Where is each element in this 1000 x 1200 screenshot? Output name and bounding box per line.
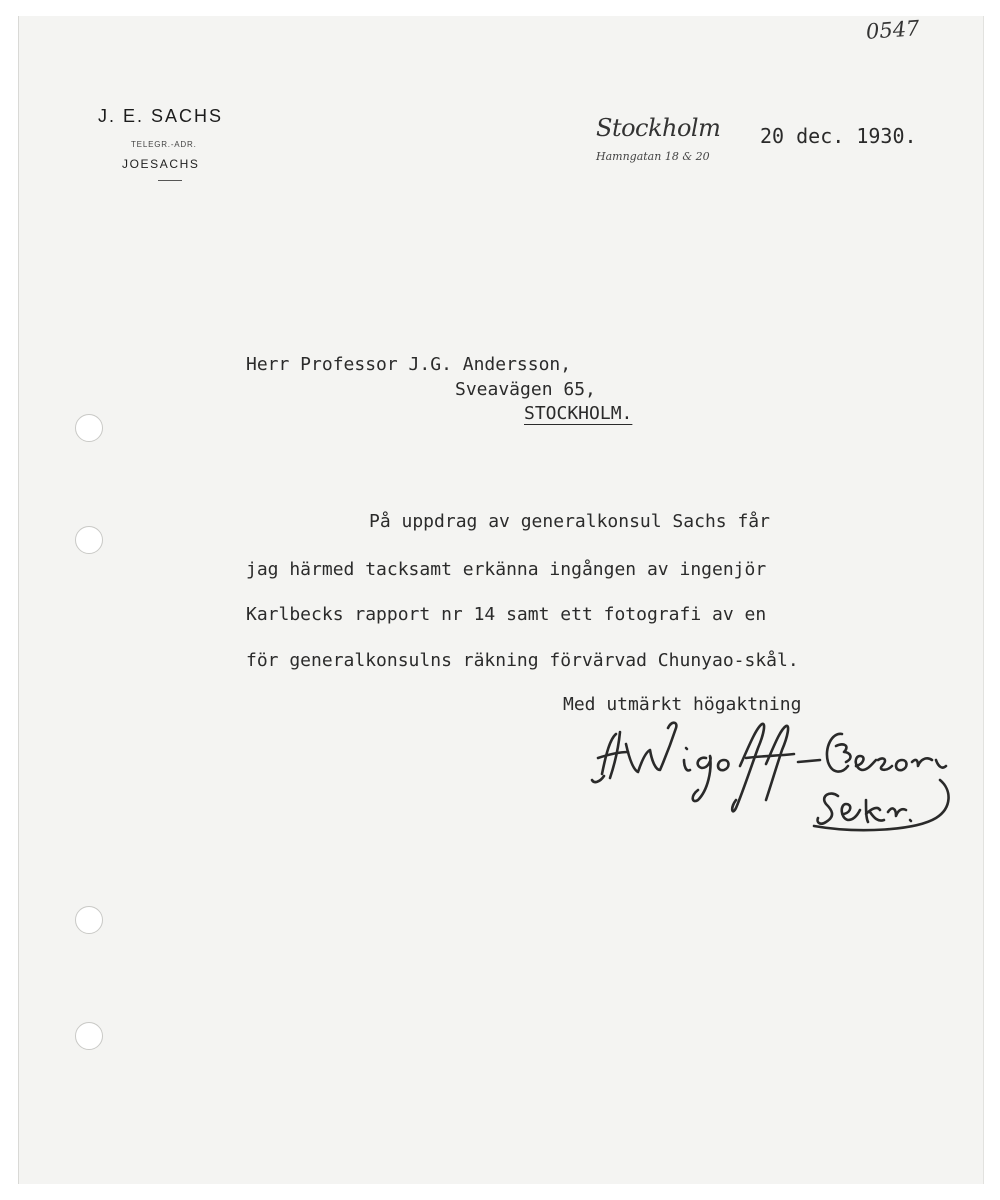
place-street: Hamngatan 18 & 20 [596,150,710,163]
recipient-line-3: STOCKHOLM. [524,403,633,424]
letterhead-name: J. E. SACHS [98,106,224,126]
recipient-line-2: Sveavägen 65, [455,379,596,400]
letterhead-telegram-label: TELEGR.-ADR. [131,140,197,149]
body-line-2: jag härmed tacksamt erkänna ingången av ingenjör [246,559,767,580]
punch-hole [75,526,103,554]
place-city: Stockholm [596,114,721,142]
punch-hole [75,906,103,934]
handwritten-signature [580,704,960,844]
body-line-1: På uppdrag av generalkonsul Sachs får [369,511,770,532]
punch-hole [75,1022,103,1050]
body-line-3: Karlbecks rapport nr 14 samt ett fotografi av en [246,604,767,625]
closing-line: Med utmärkt högaktning [563,694,802,715]
letterhead-divider [158,180,182,181]
letterhead-telegram-address: JOESACHS [122,157,200,171]
recipient-line-1: Herr Professor J.G. Andersson, [246,354,572,375]
archive-number: 0547 [865,16,921,44]
punch-hole [75,414,103,442]
body-line-4: för generalkonsulns räkning förvärvad Chunyao-skål. [246,650,799,671]
letter-sheet [18,16,984,1184]
letter-date: 20 dec. 1930. [760,124,917,148]
